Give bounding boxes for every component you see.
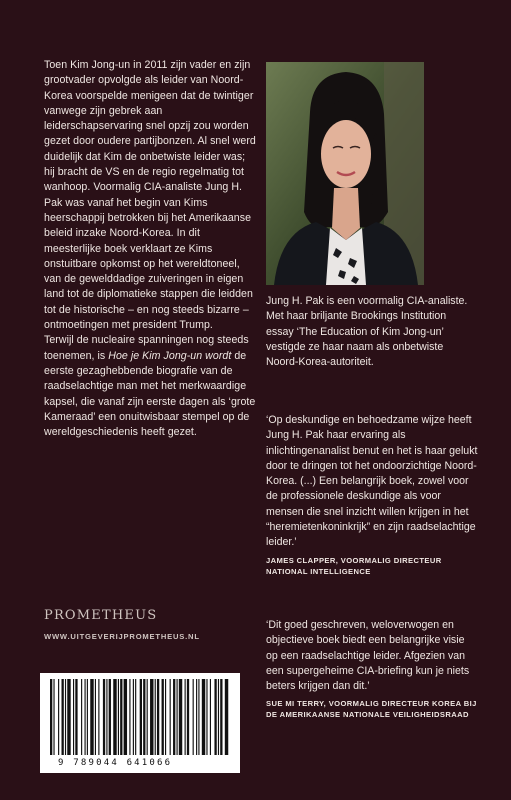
quote-text: ‘Dit goed geschreven, weloverwogen en objectieve boek biedt een belangrijke visie op een raadselachtige leider. Afgezien van een supergeheime CIA-briefing kun je niets beters krijgen dan dit.’ [266, 619, 470, 693]
review-quote-1 [266, 413, 478, 577]
publisher-logo: PROMETHEUS [44, 608, 158, 623]
barcode-bars [48, 679, 232, 757]
quote-text: ‘Op deskundige en behoedzame wijze heeft Jung H. Pak haar ervaring als inlichtingenanalist benut en het is haar gelukt door te dringen tot het ondoorzichtige Noord-Korea. (...) Een belangrijk boek, zowel voor de professionele deskundige als voor mensen die snel inzicht willen krijgen in het “heremietenkoninkrijk” en zijn raadselachtige leider.’ [266, 414, 478, 549]
quote-attribution: JAMES CLAPPER, VOORMALIG DIRECTEUR NATIONAL INTELLIGENCE [266, 555, 442, 576]
barcode-digits: 9 789044 641066 [58, 758, 173, 768]
blurb-p2-post: de eerste gezaghebbende biografie van de raadselachtige man met het merkwaardige kapsel, die vanaf zijn eerste dagen als ‘grote Kameraad’ een onuitwisbaar stempel op de wereldgeschiedenis heeft gezet. [44, 349, 256, 439]
quote-attribution: SUE MI TERRY, VOORMALIG DIRECTEUR KOREA BIJ DE AMERIKAANSE NATIONALE VEILIGHEIDSRAAD [266, 699, 477, 720]
blurb-p2-pre: Terwijl de nucleaire spanningen nog steeds toenemen, is [44, 334, 249, 362]
blurb-paragraph-2 [44, 333, 258, 440]
publisher-url: WWW.UITGEVERIJPROMETHEUS.NL [44, 632, 200, 641]
book-title: Hoe je Kim Jong-un wordt [108, 349, 232, 362]
blurb-paragraph-1: Toen Kim Jong-un in 2011 zijn vader en zijn grootvader opvolgde als leider van Noord-Korea voorspelde menigeen dat de twintiger vanwege zijn gebrek aan leiderschapservaring snel opzij zou worden gezet door oudere partijbonzen. Al snel werd duidelijk dat Kim de onbetwiste leider was; hij bracht de VS en de regio regelmatig tot wanhoop. Voormalig CIA-analiste Jung H. Pak was vanaf het begin van Kims heerschappij betrokken bij het Amerikaanse beleid inzake Noord-Korea. In dit meesterlijke boek verklaart ze Kims onstuitbare opkomst op het wereldtoneel, van de gewelddadige zuiveringen in eigen land tot de diplomatieke stappen die leidden tot de historische – en nog steeds bizarre – ontmoetingen met president Trump. [44, 59, 256, 332]
author-photo [266, 62, 424, 285]
review-quote-2 [266, 618, 478, 720]
isbn-barcode [40, 673, 240, 773]
author-bio: Jung H. Pak is een voormalig CIA-analiste. Met haar briljante Brookings Institution essay ‘The Education of Kim Jong-un’ vestigde ze haar naam als onbetwiste Noord-Korea-autoriteit. [266, 295, 468, 369]
blurb [44, 58, 258, 440]
